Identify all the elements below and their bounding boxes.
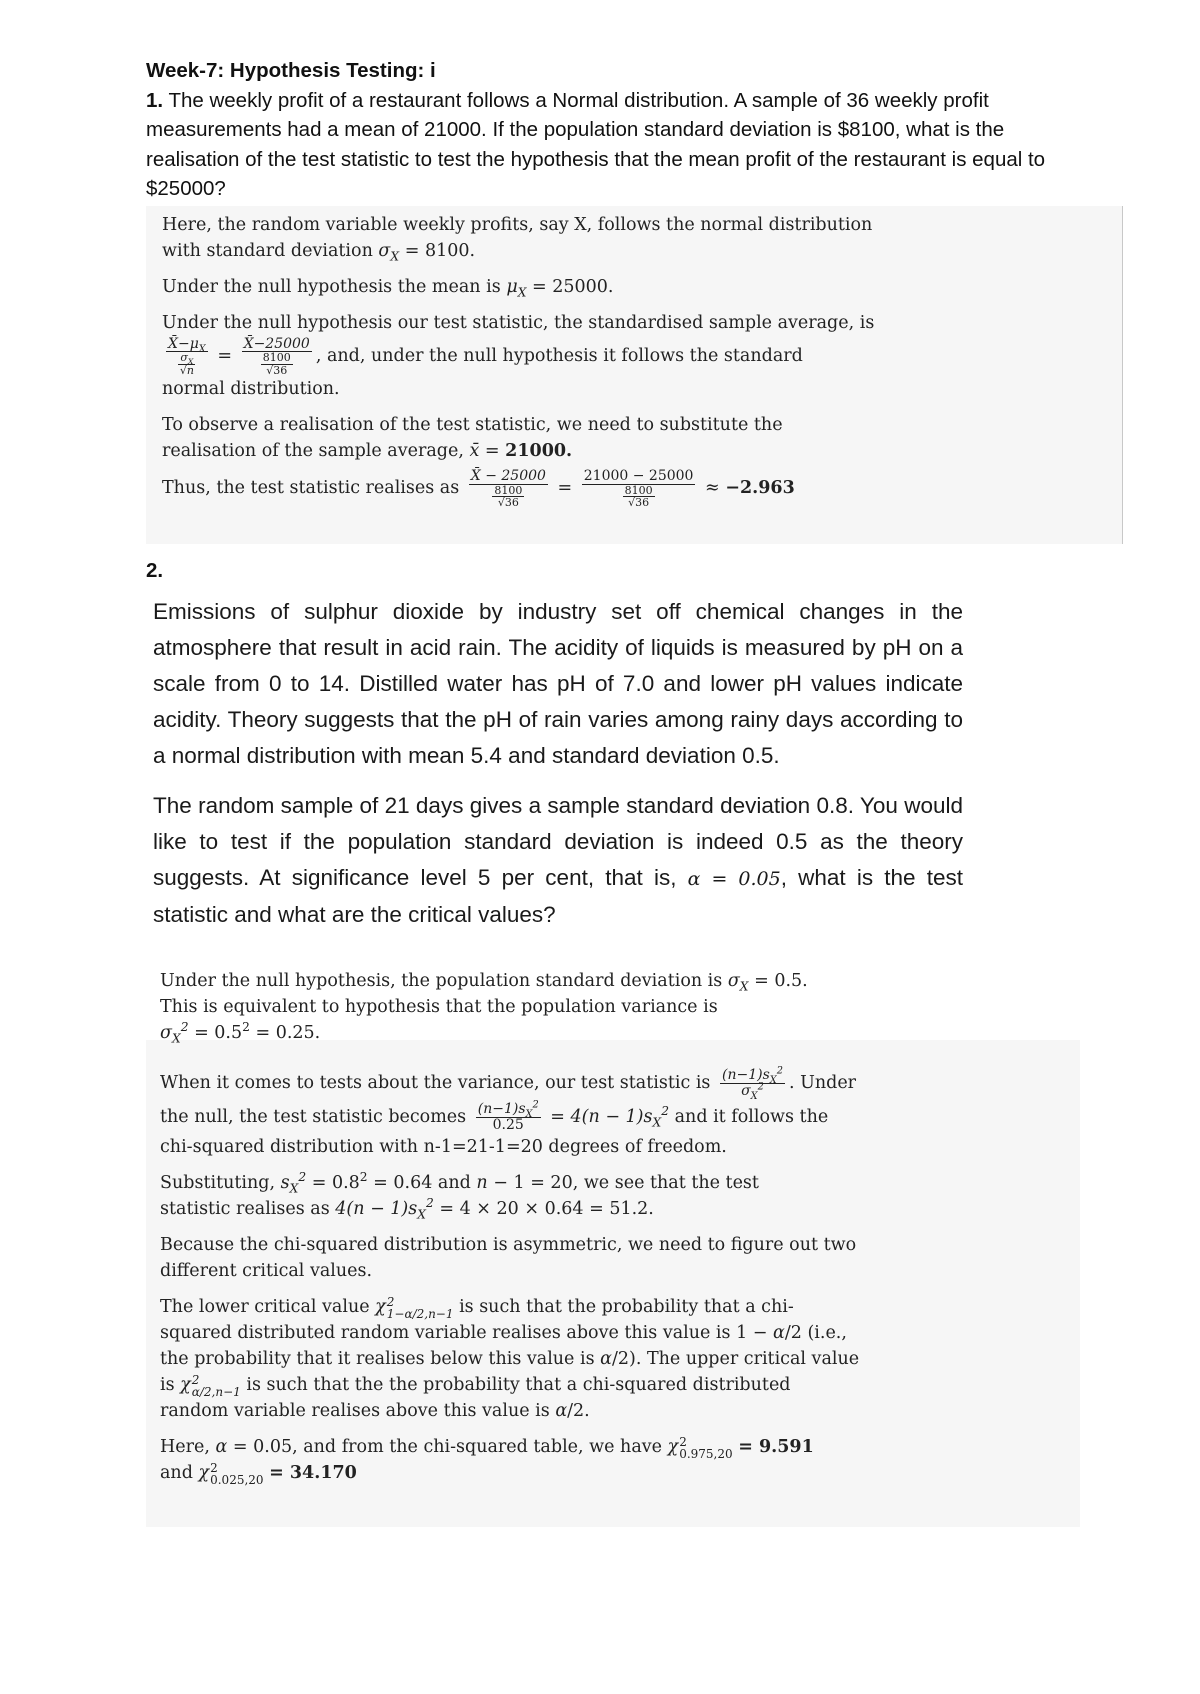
question-2-paragraph-1: Emissions of sulphur dioxide by industry set off chemical changes in the atmosphere that result in acid rain. The acidity of liquids is measured by pH on a scale from 0 to 14. Distilled water has pH of 7.0 and lower pH values indicate acidity. Theory suggests that the pH of rain varies among rainy days according to a normal distribution with mean 5.4 and standard deviation 0.5.	[153, 599, 963, 768]
question-1-body: The weekly profit of a restaurant follows a Normal distribution. A sample of 36 weekly profit measurements had a mean of 21000. If the population standard deviation is $8100, what is the realisation of the test statistic to test the hypothesis that the mean profit of the restaurant is equal to $25000?	[146, 88, 1046, 200]
sol1-line-4: Under the null hypothesis our test statistic, the standardised sample average, is	[162, 313, 875, 333]
sol1-line-3: Under the null hypothesis the mean is $\mu_X = 25000$.	[162, 277, 614, 300]
sol2-line-f2: and χ 2 0.025,20 = 34.170	[160, 1460, 357, 1487]
sol2-line-a2: This is equivalent to hypothesis that the population variance is	[160, 997, 718, 1017]
solution-2-panel	[146, 971, 1080, 1527]
sol1-line-2: with standard deviation $\sigma_X = 8100$.	[162, 241, 476, 264]
sol2-line-e5: random variable realises above this value is α/2.	[160, 1401, 590, 1421]
sol2-line-a3: $\sigma_X^2 = 0.5^2 = 0.25$.	[160, 1020, 321, 1046]
sol1-line-6: normal distribution.	[162, 379, 340, 400]
page-title: Week-7: Hypothesis Testing: i	[146, 59, 436, 82]
standardised-formula-fraction: $\frac{X̄-\mu_X}{\frac{\sigma_X}{√n}}$	[168, 335, 206, 377]
alpha-value: α = 0.05	[687, 868, 781, 890]
question-2-paragraph-2: The random sample of 21 days gives a sample standard deviation 0.8. You would like to test if the population standard deviation is indeed 0.5 as the theory suggests. At significance level 5 per cent, that is, α = 0.05, what is the test statistic and what are the critical values?	[153, 793, 963, 927]
sol2-line-c2: statistic realises as $4(n - 1)s_X^2 = 4 \times 20 \times 0.64 = 51.2$.	[160, 1196, 654, 1222]
sol2-line-b3: chi-squared distribution with n-1=21-1=20 degrees of freedom.	[160, 1137, 727, 1157]
substituted-formula-fraction: $\frac{X̄-25000}{\frac{8100}{√36}}$	[243, 335, 310, 377]
question-1-text	[146, 86, 1046, 204]
question-1-block	[146, 56, 1046, 204]
upper-critical-value: = 34.170	[269, 1463, 357, 1483]
sol2-line-e2: squared distributed random variable realises above this value is 1 − α/2 (i.e.,	[160, 1323, 847, 1343]
sol1-line-5: $\frac{X̄-\mu_X}{\frac{\sigma_X}{√n}}$ = $\frac{X̄-25000}{\frac{8100}{√36}}$ , and, under the null hypothesis it follows the standard	[168, 335, 803, 377]
lower-critical-value: = 9.591	[738, 1437, 814, 1457]
sol1-line-1: Here, the random variable weekly profits, say X, follows the normal distribution	[162, 215, 873, 235]
question-2-number: 2.	[146, 559, 164, 582]
test-statistic-result: −2.963	[725, 478, 795, 499]
sol2-line-b2: the null, the test statistic becomes $\frac{(n-1)s_X^2}{0.25}$ = $4(n - 1)s_X^2$ and it follows the	[160, 1099, 829, 1133]
sol2-line-d1: Because the chi-squared distribution is asymmetric, we need to figure out two	[160, 1235, 857, 1255]
sol2-line-c1: Substituting, $s_X^2 = 0.8^2 = 0.64$ and n − 1 = 20, we see that the test	[160, 1170, 759, 1196]
sol1-line-7: To observe a realisation of the test statistic, we need to substitute the	[162, 415, 783, 436]
solution-1-panel	[146, 206, 1123, 544]
sol2-line-b1: When it comes to tests about the variance, our test statistic is $\frac{(n-1)s_X^2}{\sigma_X^2}$ . Under	[160, 1065, 857, 1102]
question-2-block	[153, 594, 963, 933]
sol2-line-e4: is χ 2 α/2,n−1 is such that the the probability that a chi-squared distributed	[160, 1372, 791, 1399]
sol2-line-a1: Under the null hypothesis, the population standard deviation is $\sigma_X = 0.5$.	[160, 971, 808, 994]
sol2-line-e1: The lower critical value χ 2 1−α/2,n−1 is such that the probability that a chi-	[160, 1294, 794, 1321]
sol1-line-9: Thus, the test statistic realises as $\frac{X̄ - 25000}{\frac{8100}{√36}}$ = $\frac{21000 - 25000}{\frac{8100}{√36}}$ ≈ −2.963	[162, 468, 795, 510]
question-1-number: 1.	[146, 88, 164, 112]
sol2-line-d2: different critical values.	[160, 1261, 373, 1281]
sol2-line-e3: the probability that it realises below this value is α/2). The upper critical value	[160, 1349, 860, 1369]
sol2-line-f1: Here, α = 0.05, and from the chi-squared table, we have χ 2 0.975,20 = 9.591	[160, 1434, 814, 1461]
sol1-line-8: realisation of the sample average, x̄ = 21000.	[162, 441, 573, 462]
